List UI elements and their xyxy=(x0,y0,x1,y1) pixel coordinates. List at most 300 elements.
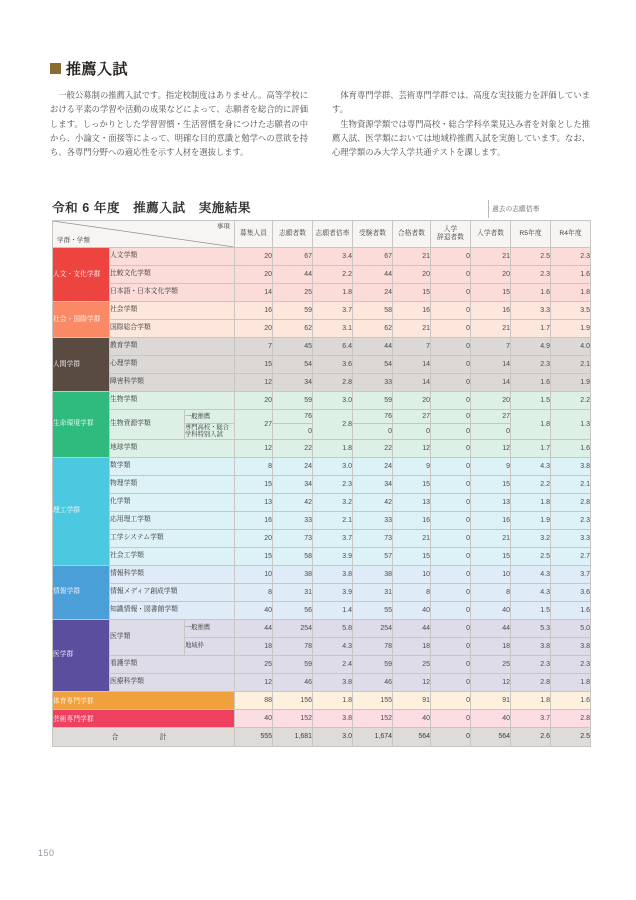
value-cell-boshu: 15 xyxy=(235,475,273,493)
value-cell-r5: 1.7 xyxy=(511,439,551,457)
value-cell-r4: 5.0 xyxy=(551,619,591,637)
value-cell-null: 0 xyxy=(431,302,471,320)
value-cell-r5: 1.8 xyxy=(511,493,551,511)
intro-column-right xyxy=(332,88,590,159)
value-cell-gokaku: 21 xyxy=(393,529,431,547)
value-cell-nyugaku: 18 xyxy=(471,637,511,655)
value-cell-shigan_ratio: 3.9 xyxy=(313,583,353,601)
value-cell-r4: 1.6 xyxy=(551,691,591,709)
total-value-cell-shigan_ratio: 3.0 xyxy=(313,727,353,746)
value-cell-r4: 2.8 xyxy=(551,493,591,511)
value-cell-null: 0 xyxy=(431,266,471,284)
value-cell-shigan_ratio: 3.6 xyxy=(313,356,353,374)
value-cell-shigan_ratio: 1.8 xyxy=(313,284,353,302)
value-cell-juken: 62 xyxy=(353,320,393,338)
value-cell-shigan_ratio: 3.0 xyxy=(313,457,353,475)
header-corner-bottom-label: 学群・学類 xyxy=(57,237,90,245)
value-cell-boshu: 8 xyxy=(235,457,273,475)
value-cell-juken: 22 xyxy=(353,439,393,457)
value-cell-boshu: 40 xyxy=(235,709,273,727)
value-cell-r5: 1.6 xyxy=(511,374,551,392)
square-bullet-icon xyxy=(50,63,61,74)
value-cell-nyugaku: 21 xyxy=(471,529,511,547)
value-cell-null: 0 xyxy=(431,691,471,709)
value-cell-juken: 33 xyxy=(353,374,393,392)
value-cell-juken: 31 xyxy=(353,583,393,601)
value-cell-r4: 1.6 xyxy=(551,601,591,619)
table-row xyxy=(53,511,591,529)
header-cell-shigan: 志願者数 xyxy=(273,221,313,248)
value-cell-juken: 44 xyxy=(353,266,393,284)
department-name-cell: 社会工学類 xyxy=(110,547,235,565)
results-table xyxy=(52,220,591,747)
value-cell-boshu: 12 xyxy=(235,439,273,457)
table-total-row xyxy=(53,727,591,746)
value-cell-jitai: 0 xyxy=(431,424,471,440)
total-value-cell-nyugaku: 564 xyxy=(471,727,511,746)
header-corner-cell xyxy=(53,221,235,248)
value-cell-r4: 3.3 xyxy=(551,529,591,547)
value-cell-gokaku: 8 xyxy=(393,583,431,601)
header-cell-r5: R5年度 xyxy=(511,221,551,248)
value-cell-r4: 2.3 xyxy=(551,511,591,529)
value-cell-shigan: 152 xyxy=(273,709,313,727)
value-cell-shigan: 34 xyxy=(273,374,313,392)
value-cell-shigan_ratio: 4.3 xyxy=(313,637,353,655)
value-cell-juken: 152 xyxy=(353,709,393,727)
value-cell-shigan: 59 xyxy=(273,655,313,673)
value-cell-gokaku: 25 xyxy=(393,655,431,673)
value-cell-shigan_ratio: 3.9 xyxy=(313,547,353,565)
department-name-cell: 看護学類 xyxy=(110,655,235,673)
value-cell-shigan: 42 xyxy=(273,493,313,511)
value-cell-boshu: 27 xyxy=(235,410,273,440)
value-cell-r5: 4.3 xyxy=(511,565,551,583)
value-cell-r4: 2.8 xyxy=(551,709,591,727)
total-value-cell-null: 0 xyxy=(431,727,471,746)
value-cell-boshu: 18 xyxy=(235,637,273,655)
value-cell-null: 0 xyxy=(431,493,471,511)
value-cell-boshu: 20 xyxy=(235,266,273,284)
total-value-cell-juken: 1,674 xyxy=(353,727,393,746)
value-cell-gokaku: 20 xyxy=(393,266,431,284)
table-row xyxy=(53,266,591,284)
department-name-cell: 生物学類 xyxy=(110,392,235,410)
table-row xyxy=(53,338,591,356)
value-cell-gokaku: 16 xyxy=(393,511,431,529)
table-row xyxy=(53,302,591,320)
value-cell-gokaku: 9 xyxy=(393,457,431,475)
value-cell-nyugaku: 12 xyxy=(471,673,511,691)
department-name-cell: 工学システム学類 xyxy=(110,529,235,547)
value-cell-nyugaku: 40 xyxy=(471,709,511,727)
value-cell-gokaku: 20 xyxy=(393,392,431,410)
value-cell-r5: 4.3 xyxy=(511,583,551,601)
value-cell-shigan_ratio: 3.4 xyxy=(313,248,353,266)
value-cell-juken: 254 xyxy=(353,619,393,637)
value-cell-gokaku: 12 xyxy=(393,439,431,457)
value-cell-r5: 2.3 xyxy=(511,266,551,284)
value-cell-juken: 46 xyxy=(353,673,393,691)
department-name-cell: 情報科学類 xyxy=(110,565,235,583)
department-name-cell: 教育学類 xyxy=(110,338,235,356)
value-cell-null: 0 xyxy=(431,248,471,266)
intro-section xyxy=(50,58,590,159)
value-cell-gokaku: 15 xyxy=(393,475,431,493)
department-name-cell: 医学類 xyxy=(110,619,185,655)
value-cell-shigan: 62 xyxy=(273,320,313,338)
value-cell-shigan: 67 xyxy=(273,248,313,266)
value-cell-r5: 1.7 xyxy=(511,320,551,338)
value-cell-r4: 1.9 xyxy=(551,374,591,392)
header-corner-top-label: 事項 xyxy=(216,223,231,230)
department-name-cell: 化学類 xyxy=(110,493,235,511)
value-cell-r4: 3.5 xyxy=(551,302,591,320)
value-cell-r5: 2.3 xyxy=(511,356,551,374)
value-cell-shigan: 25 xyxy=(273,284,313,302)
value-cell-boshu: 40 xyxy=(235,601,273,619)
value-cell-r4: 1.6 xyxy=(551,266,591,284)
department-name-cell: 情報メディア創成学類 xyxy=(110,583,235,601)
value-cell-shigan_ratio: 2.8 xyxy=(313,410,353,440)
value-cell-r5: 1.5 xyxy=(511,601,551,619)
value-cell-null: 0 xyxy=(431,356,471,374)
value-cell-shigan: 22 xyxy=(273,439,313,457)
value-cell-gokaku: 40 xyxy=(393,601,431,619)
value-cell-juken: 33 xyxy=(353,511,393,529)
value-cell-shigan_ratio: 3.7 xyxy=(313,302,353,320)
value-cell-shigan: 44 xyxy=(273,266,313,284)
value-cell-r5: 2.3 xyxy=(511,655,551,673)
value-cell-r5: 1.9 xyxy=(511,511,551,529)
value-cell-null: 0 xyxy=(431,565,471,583)
value-cell-nyugaku: 25 xyxy=(471,655,511,673)
value-cell-shigan: 33 xyxy=(273,511,313,529)
value-cell-gokaku: 40 xyxy=(393,709,431,727)
intro-columns xyxy=(50,88,590,159)
value-cell-r4: 2.2 xyxy=(551,392,591,410)
value-cell-nyugaku: 15 xyxy=(471,475,511,493)
department-name-cell: 応用理工学類 xyxy=(110,511,235,529)
value-cell-shigan: 24 xyxy=(273,457,313,475)
page-title xyxy=(50,58,590,79)
value-cell-r4: 3.6 xyxy=(551,583,591,601)
value-cell-r5: 2.8 xyxy=(511,673,551,691)
value-cell-juken: 57 xyxy=(353,547,393,565)
value-cell-nyugaku: 21 xyxy=(471,248,511,266)
department-name-cell: 数学類 xyxy=(110,457,235,475)
total-value-cell-boshu: 555 xyxy=(235,727,273,746)
value-cell-shigan_ratio: 3.8 xyxy=(313,565,353,583)
value-cell-juken: 78 xyxy=(353,637,393,655)
value-cell-shigan_ratio: 3.0 xyxy=(313,392,353,410)
value-cell-juken: 155 xyxy=(353,691,393,709)
value-cell-nyugaku: 20 xyxy=(471,392,511,410)
table-row xyxy=(53,655,591,673)
value-cell-r5: 2.5 xyxy=(511,547,551,565)
page-number: 150 xyxy=(38,848,55,858)
value-cell-juken: 73 xyxy=(353,529,393,547)
table-row xyxy=(53,529,591,547)
value-cell-r5: 5.3 xyxy=(511,619,551,637)
subcategory-name-cell: 地域枠 xyxy=(185,637,235,655)
value-cell-nyugaku: 16 xyxy=(471,302,511,320)
value-cell-juken: 67 xyxy=(353,248,393,266)
value-cell-null: 0 xyxy=(431,374,471,392)
value-cell-boshu: 88 xyxy=(235,691,273,709)
subcategory-name-cell: 一般推薦 xyxy=(185,410,235,424)
department-name-cell: 障害科学類 xyxy=(110,374,235,392)
value-cell-boshu: 13 xyxy=(235,493,273,511)
value-cell-shigan: 59 xyxy=(273,302,313,320)
header-cell-nyugaku-jitaisha: 入学 辞退者数 xyxy=(431,221,471,248)
value-cell-null: 0 xyxy=(431,338,471,356)
total-value-cell-r4: 2.5 xyxy=(551,727,591,746)
value-cell-shigan_ratio: 3.2 xyxy=(313,493,353,511)
value-cell-nyugaku: 20 xyxy=(471,266,511,284)
value-cell-shigan: 54 xyxy=(273,356,313,374)
value-cell-null: 0 xyxy=(431,637,471,655)
value-cell-shigan_ratio: 3.1 xyxy=(313,320,353,338)
value-cell-boshu: 20 xyxy=(235,248,273,266)
value-cell-jitai: 0 xyxy=(431,410,471,424)
value-cell-r5: 3.8 xyxy=(511,637,551,655)
department-name-cell: 社会学類 xyxy=(110,302,235,320)
total-label-cell: 合 計 xyxy=(53,727,235,746)
value-cell-boshu: 20 xyxy=(235,392,273,410)
value-cell-nyugaku: 10 xyxy=(471,565,511,583)
value-cell-r5: 4.3 xyxy=(511,457,551,475)
table-row xyxy=(53,709,591,727)
value-cell-nyugaku: 27 xyxy=(471,410,511,424)
value-cell-gokaku: 14 xyxy=(393,356,431,374)
group-label-cell: 芸術専門学群 xyxy=(53,709,235,727)
value-cell-shigan: 31 xyxy=(273,583,313,601)
value-cell-nyugaku: 44 xyxy=(471,619,511,637)
table-row xyxy=(53,320,591,338)
value-cell-shigan: 78 xyxy=(273,637,313,655)
table-row xyxy=(53,565,591,583)
department-name-cell: 物理学類 xyxy=(110,475,235,493)
value-cell-gokaku: 14 xyxy=(393,374,431,392)
group-label-cell: 人間学群 xyxy=(53,338,110,392)
value-cell-r5: 2.5 xyxy=(511,248,551,266)
value-cell-shigan: 254 xyxy=(273,619,313,637)
table-row xyxy=(53,547,591,565)
value-cell-r4: 1.9 xyxy=(551,320,591,338)
value-cell-r5: 3.7 xyxy=(511,709,551,727)
header-cell-r4: R4年度 xyxy=(551,221,591,248)
value-cell-boshu: 7 xyxy=(235,338,273,356)
value-cell-nyugaku: 91 xyxy=(471,691,511,709)
value-cell-gokaku: 12 xyxy=(393,673,431,691)
group-label-cell: 社会・国際学群 xyxy=(53,302,110,338)
value-cell-null: 0 xyxy=(431,457,471,475)
value-cell-null: 0 xyxy=(431,439,471,457)
value-cell-shigan: 59 xyxy=(273,392,313,410)
section-heading-text: 推薦入試 xyxy=(66,61,129,78)
value-cell-shigan_ratio: 3.7 xyxy=(313,529,353,547)
value-cell-nyugaku: 21 xyxy=(471,320,511,338)
department-name-cell: 人文学類 xyxy=(110,248,235,266)
value-cell-shigan: 45 xyxy=(273,338,313,356)
value-cell-juken: 24 xyxy=(353,457,393,475)
value-cell-nyugaku: 15 xyxy=(471,284,511,302)
value-cell-shigan: 38 xyxy=(273,565,313,583)
value-cell-shigan: 156 xyxy=(273,691,313,709)
value-cell-juken: 59 xyxy=(353,392,393,410)
value-cell-r4: 2.3 xyxy=(551,655,591,673)
value-cell-nyugaku: 0 xyxy=(471,424,511,440)
value-cell-null: 0 xyxy=(431,320,471,338)
value-cell-r4: 1.8 xyxy=(551,284,591,302)
table-row xyxy=(53,356,591,374)
intro-paragraph: 体育専門学群、芸術専門学群では、高度な実技能力を評価しています。 xyxy=(332,90,590,115)
value-cell-shigan: 0 xyxy=(273,424,313,440)
value-cell-r4: 3.8 xyxy=(551,457,591,475)
value-cell-shigan_ratio: 6.4 xyxy=(313,338,353,356)
value-cell-shigan: 73 xyxy=(273,529,313,547)
value-cell-r4: 2.1 xyxy=(551,475,591,493)
value-cell-shigan: 76 xyxy=(273,410,313,424)
value-cell-gokaku: 91 xyxy=(393,691,431,709)
value-cell-juken: 34 xyxy=(353,475,393,493)
value-cell-shigan: 58 xyxy=(273,547,313,565)
group-label-cell: 理工学群 xyxy=(53,457,110,565)
value-cell-boshu: 12 xyxy=(235,374,273,392)
table-row xyxy=(53,284,591,302)
header-cell-juken: 受験者数 xyxy=(353,221,393,248)
value-cell-shigan_ratio: 2.4 xyxy=(313,655,353,673)
value-cell-r4: 1.8 xyxy=(551,673,591,691)
value-cell-gokaku: 27 xyxy=(393,410,431,424)
value-cell-shigan: 46 xyxy=(273,673,313,691)
value-cell-gokaku: 21 xyxy=(393,320,431,338)
value-cell-gokaku: 21 xyxy=(393,248,431,266)
subcategory-name-cell: 専門高校・総合 学科特別入試 xyxy=(185,424,235,440)
value-cell-shigan_ratio: 2.3 xyxy=(313,475,353,493)
department-name-cell: 知識情報・図書館学類 xyxy=(110,601,235,619)
department-name-cell: 地球学類 xyxy=(110,439,235,457)
value-cell-juken: 55 xyxy=(353,601,393,619)
value-cell-r4: 2.3 xyxy=(551,248,591,266)
value-cell-boshu: 14 xyxy=(235,284,273,302)
intro-paragraph: 生物資源学類では専門高校・総合学科卒業見込み者を対象とした推薦入試、医学類においては地域枠推薦入試を実施しています。なお、心理学類のみ大学入学共通テストを課します。 xyxy=(332,118,590,158)
value-cell-boshu: 16 xyxy=(235,511,273,529)
value-cell-boshu: 10 xyxy=(235,565,273,583)
value-cell-shigan_ratio: 1.4 xyxy=(313,601,353,619)
value-cell-nyugaku: 14 xyxy=(471,374,511,392)
value-cell-r5: 4.9 xyxy=(511,338,551,356)
value-cell-null: 0 xyxy=(431,619,471,637)
table-row xyxy=(53,601,591,619)
value-cell-boshu: 15 xyxy=(235,547,273,565)
value-cell-boshu: 20 xyxy=(235,320,273,338)
group-label-cell: 人文・文化学群 xyxy=(53,248,110,302)
value-cell-nyugaku: 14 xyxy=(471,356,511,374)
value-cell-null: 0 xyxy=(431,673,471,691)
value-cell-r5: 1.8 xyxy=(511,691,551,709)
value-cell-boshu: 8 xyxy=(235,583,273,601)
value-cell-shigan_ratio: 2.8 xyxy=(313,374,353,392)
value-cell-boshu: 16 xyxy=(235,302,273,320)
table-title: 令和 6 年度 推薦入試 実施結果 xyxy=(52,201,252,215)
department-name-cell: 国際総合学類 xyxy=(110,320,235,338)
value-cell-juken: 76 xyxy=(353,410,393,424)
intro-column-left xyxy=(50,88,308,159)
value-cell-nyugaku: 8 xyxy=(471,583,511,601)
table-row xyxy=(53,439,591,457)
value-cell-juken: 59 xyxy=(353,655,393,673)
value-cell-shigan_ratio: 2.2 xyxy=(313,266,353,284)
subcategory-name-cell: 一般推薦 xyxy=(185,619,235,637)
value-cell-null: 0 xyxy=(431,583,471,601)
value-cell-boshu: 15 xyxy=(235,356,273,374)
value-cell-null: 0 xyxy=(431,655,471,673)
value-cell-shigan: 56 xyxy=(273,601,313,619)
value-cell-null: 0 xyxy=(431,601,471,619)
value-cell-shigan_ratio: 3.8 xyxy=(313,673,353,691)
value-cell-r5: 3.3 xyxy=(511,302,551,320)
value-cell-r5: 3.2 xyxy=(511,529,551,547)
table-row xyxy=(53,457,591,475)
value-cell-juken: 54 xyxy=(353,356,393,374)
value-cell-r4: 2.1 xyxy=(551,356,591,374)
value-cell-nyugaku: 7 xyxy=(471,338,511,356)
value-cell-gokaku: 18 xyxy=(393,637,431,655)
value-cell-boshu: 20 xyxy=(235,529,273,547)
value-cell-null: 0 xyxy=(431,709,471,727)
total-value-cell-gokaku: 564 xyxy=(393,727,431,746)
value-cell-nyugaku: 13 xyxy=(471,493,511,511)
value-cell-shigan_ratio: 3.8 xyxy=(313,709,353,727)
value-cell-gokaku: 15 xyxy=(393,284,431,302)
table-row xyxy=(53,410,591,424)
table-row xyxy=(53,493,591,511)
header-cell-nyugaku: 入学者数 xyxy=(471,221,511,248)
value-cell-null: 0 xyxy=(431,475,471,493)
table-row xyxy=(53,583,591,601)
value-cell-shigan_ratio: 2.1 xyxy=(313,511,353,529)
group-label-cell: 生命環境学群 xyxy=(53,392,110,458)
value-cell-shigan_ratio: 1.8 xyxy=(313,691,353,709)
table-row xyxy=(53,475,591,493)
department-name-cell: 日本語・日本文化学類 xyxy=(110,284,235,302)
group-label-cell: 情報学群 xyxy=(53,565,110,619)
value-cell-nyugaku: 16 xyxy=(471,511,511,529)
value-cell-boshu: 44 xyxy=(235,619,273,637)
value-cell-shigan_ratio: 5.8 xyxy=(313,619,353,637)
value-cell-null: 0 xyxy=(431,284,471,302)
value-cell-gokaku: 7 xyxy=(393,338,431,356)
value-cell-r4: 3.7 xyxy=(551,565,591,583)
value-cell-r4: 4.0 xyxy=(551,338,591,356)
value-cell-juken: 44 xyxy=(353,338,393,356)
value-cell-r5: 1.6 xyxy=(511,284,551,302)
group-label-cell: 医学群 xyxy=(53,619,110,691)
department-name-cell: 医療科学類 xyxy=(110,673,235,691)
results-table-wrapper xyxy=(52,220,590,747)
value-cell-nyugaku: 15 xyxy=(471,547,511,565)
value-cell-r5: 1.8 xyxy=(511,410,551,440)
value-cell-r4: 3.8 xyxy=(551,637,591,655)
value-cell-shigan_ratio: 1.8 xyxy=(313,439,353,457)
value-cell-null: 0 xyxy=(431,392,471,410)
department-name-cell: 心理学類 xyxy=(110,356,235,374)
value-cell-null: 0 xyxy=(431,529,471,547)
value-cell-gokaku: 15 xyxy=(393,547,431,565)
department-name-cell: 生物資源学類 xyxy=(110,410,185,440)
